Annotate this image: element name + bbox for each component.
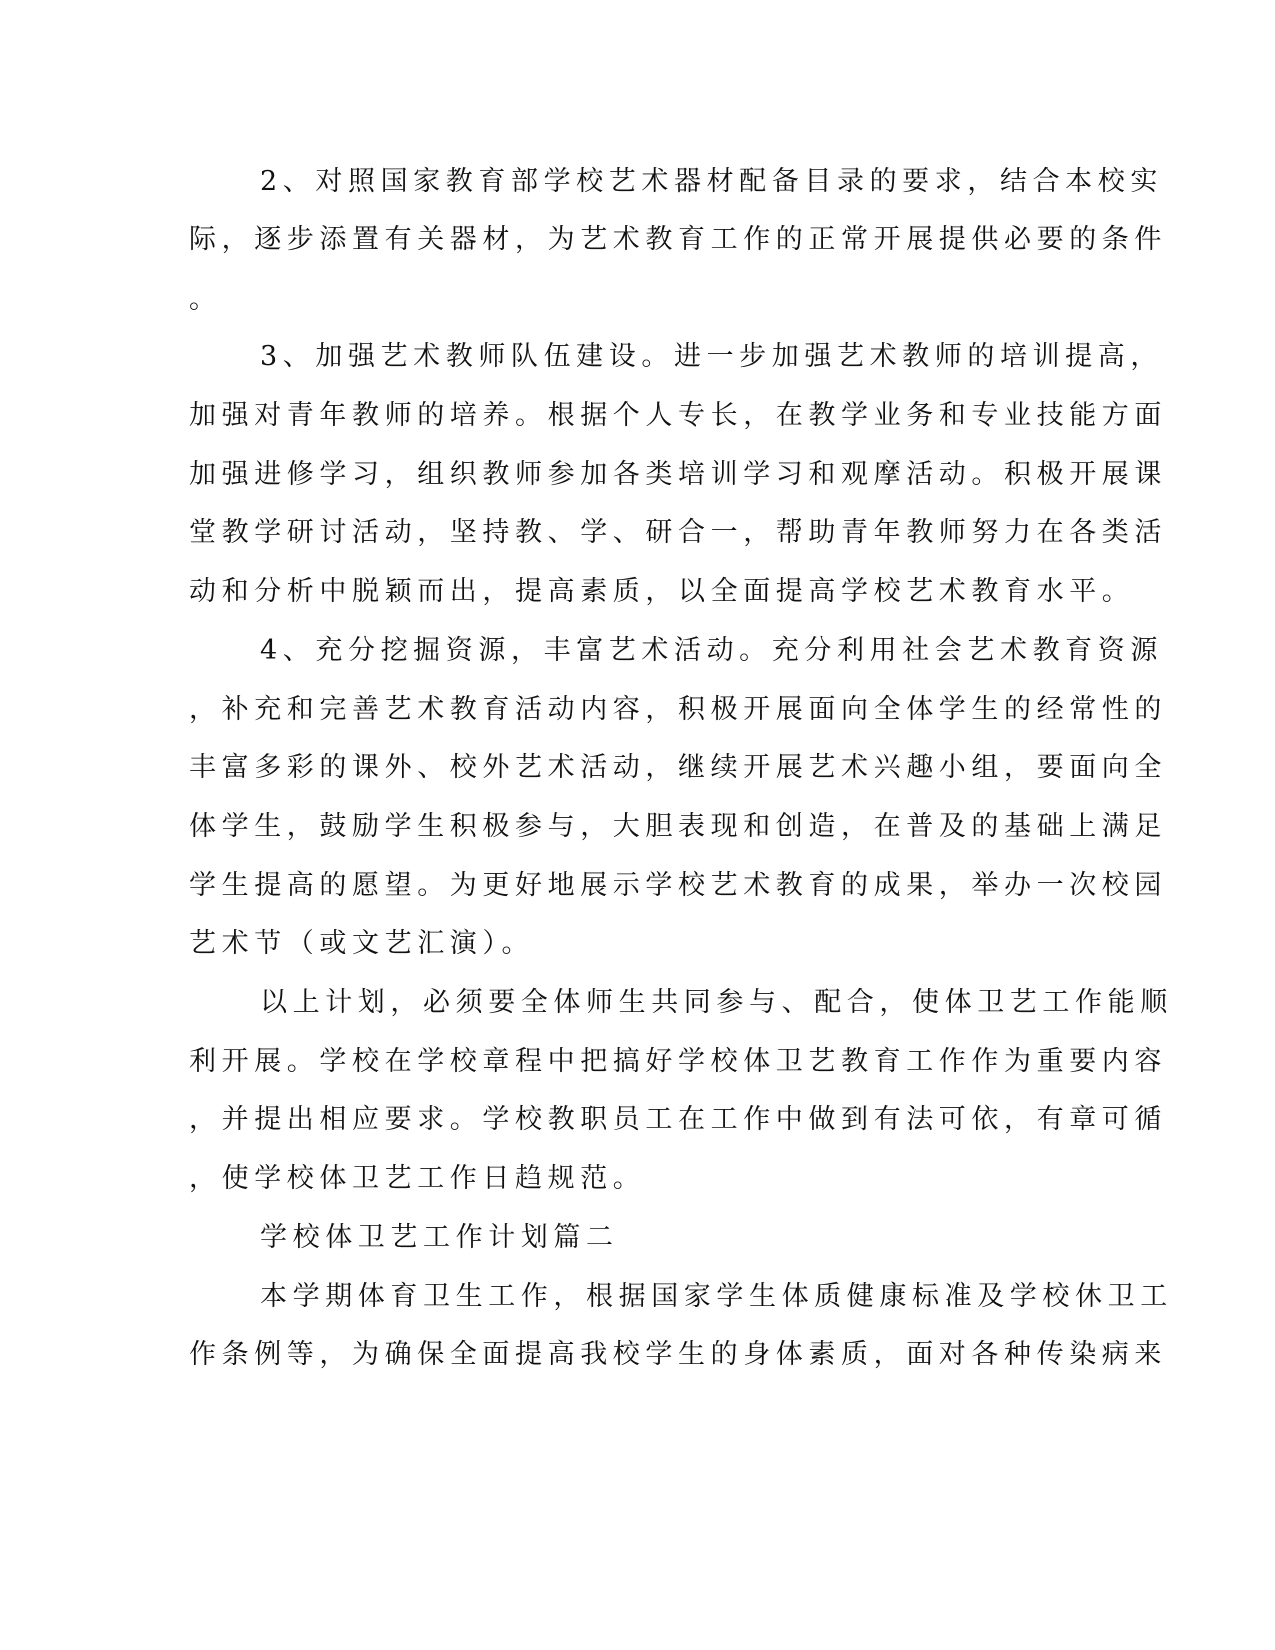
text-line: 加强进修学习，组织教师参加各类培训学习和观摩活动。积极开展课 <box>189 459 1167 490</box>
text-line: 2、对照国家教育部学校艺术器材配备目录的要求，结合本校实 <box>260 166 1163 197</box>
text-line: 。 <box>189 284 222 315</box>
text-line: 艺术节（或文艺汇演）。 <box>189 928 535 959</box>
text-line: 体学生，鼓励学生积极参与，大胆表现和创造，在普及的基础上满足 <box>189 811 1167 842</box>
text-line: ，补充和完善艺术教育活动内容，积极开展面向全体学生的经常性的 <box>189 694 1167 725</box>
section-heading: 学校体卫艺工作计划篇二 <box>260 1222 619 1253</box>
text-line: 加强对青年教师的培养。根据个人专长，在教学业务和专业技能方面 <box>189 400 1167 431</box>
text-line: ，并提出相应要求。学校教职员工在工作中做到有法可依，有章可循 <box>189 1104 1167 1135</box>
text-line: 堂教学研讨活动，坚持教、学、研合一，帮助青年教师努力在各类活 <box>189 517 1167 548</box>
text-line: 3、加强艺术教师队伍建设。进一步加强艺术教师的培训提高， <box>260 341 1163 372</box>
text-line: 学生提高的愿望。为更好地展示学校艺术教育的成果，举办一次校园 <box>189 870 1167 901</box>
text-line: 丰富多彩的课外、校外艺术活动，继续开展艺术兴趣小组，要面向全 <box>189 752 1167 783</box>
text-line: 际，逐步添置有关器材，为艺术教育工作的正常开展提供必要的条件 <box>189 224 1167 255</box>
text-line: 4、充分挖掘资源，丰富艺术活动。充分利用社会艺术教育资源 <box>260 635 1163 666</box>
text-line: 利开展。学校在学校章程中把搞好学校体卫艺教育工作作为重要内容 <box>189 1046 1167 1077</box>
text-line: 本学期体育卫生工作，根据国家学生体质健康标准及学校休卫工 <box>260 1281 1173 1312</box>
text-line: ，使学校体卫艺工作日趋规范。 <box>189 1163 646 1194</box>
text-line: 以上计划，必须要全体师生共同参与、配合，使体卫艺工作能顺 <box>260 987 1173 1018</box>
text-line: 动和分析中脱颖而出，提高素质，以全面提高学校艺术教育水平。 <box>189 576 1135 607</box>
text-line: 作条例等，为确保全面提高我校学生的身体素质，面对各种传染病来 <box>189 1339 1167 1370</box>
